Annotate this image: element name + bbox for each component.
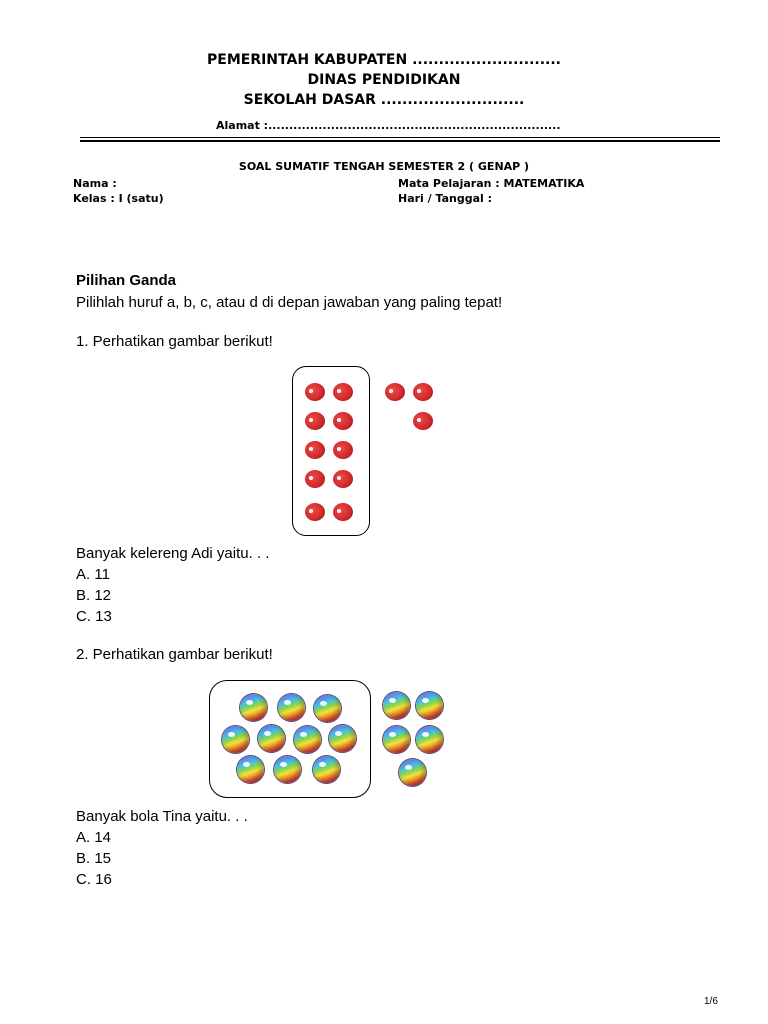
header-government: PEMERINTAH KABUPATEN ............................ (207, 52, 561, 68)
header-school: SEKOLAH DASAR ........................... (243, 92, 525, 108)
marble (333, 441, 353, 459)
marble (305, 503, 325, 521)
marble (385, 383, 405, 401)
question-2-option-b[interactable]: B. 15 (76, 850, 112, 867)
ball (399, 759, 426, 786)
ball (329, 725, 356, 752)
header-rule-thin (80, 137, 720, 138)
ball (274, 756, 301, 783)
ball (383, 692, 410, 719)
marble (333, 503, 353, 521)
header-office: DINAS PENDIDIKAN (307, 72, 461, 88)
marble (305, 412, 325, 430)
section-instruction: Pilihlah huruf a, b, c, atau d di depan jawaban yang paling tepat! (76, 294, 503, 311)
student-class-label: Kelas : I (satu) (73, 192, 164, 205)
marbles-box (292, 366, 370, 536)
ball (416, 692, 443, 719)
section-title: Pilihan Ganda (76, 272, 177, 289)
marble (413, 412, 433, 430)
page-number: 1/6 (704, 996, 718, 1007)
question-2-text: Banyak bola Tina yaitu. . . (76, 808, 248, 825)
marble (333, 470, 353, 488)
ball (258, 725, 285, 752)
ball (222, 726, 249, 753)
marble (305, 441, 325, 459)
question-1-option-c[interactable]: C. 13 (76, 608, 112, 625)
ball (237, 756, 264, 783)
ball (313, 756, 340, 783)
marble (333, 383, 353, 401)
ball (240, 694, 267, 721)
ball (294, 726, 321, 753)
question-2-option-c[interactable]: C. 16 (76, 871, 112, 888)
marble (305, 470, 325, 488)
question-1-option-a[interactable]: A. 11 (76, 566, 110, 583)
ball (416, 726, 443, 753)
exam-title: SOAL SUMATIF TENGAH SEMESTER 2 ( GENAP ) (238, 160, 530, 173)
ball (314, 695, 341, 722)
header-rule-thick (80, 140, 720, 142)
question-1-text: Banyak kelereng Adi yaitu. . . (76, 545, 270, 562)
ball (383, 726, 410, 753)
date-label: Hari / Tanggal : (398, 192, 493, 205)
header-address: Alamat :...................................................................... (216, 119, 561, 132)
question-1-option-b[interactable]: B. 12 (76, 587, 112, 604)
question-1-prompt: 1. Perhatikan gambar berikut! (76, 333, 273, 350)
student-name-label: Nama : (73, 177, 117, 190)
marble (333, 412, 353, 430)
ball (278, 694, 305, 721)
marble (305, 383, 325, 401)
question-2-option-a[interactable]: A. 14 (76, 829, 112, 846)
marble (413, 383, 433, 401)
subject-label: Mata Pelajaran : MATEMATIKA (398, 177, 585, 190)
question-2-prompt: 2. Perhatikan gambar berikut! (76, 646, 273, 663)
